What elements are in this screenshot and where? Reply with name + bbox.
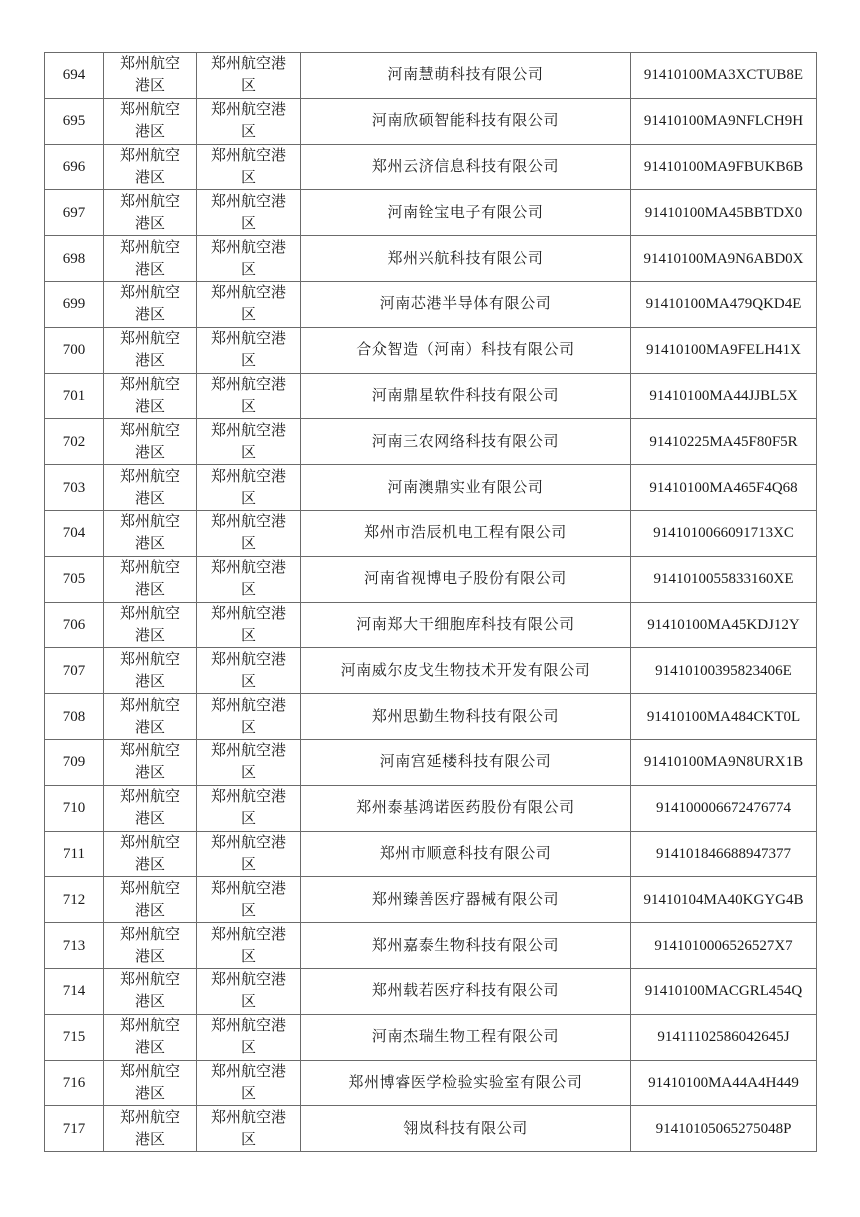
table-row xyxy=(45,144,817,190)
credit-code-cell xyxy=(631,739,817,785)
credit-code-cell xyxy=(631,327,817,373)
zone-cell xyxy=(104,190,197,236)
credit-code-cell xyxy=(631,923,817,969)
company-cell xyxy=(301,144,631,190)
credit-code-cell xyxy=(631,465,817,511)
zone-cell xyxy=(104,510,197,556)
company-cell xyxy=(301,419,631,465)
row-number: 711 xyxy=(63,845,85,862)
credit-code: 91410104MA40KGYG4B xyxy=(643,891,804,908)
district-cell xyxy=(197,510,301,556)
district-cell xyxy=(197,190,301,236)
zone-name: 郑州航空港区 xyxy=(119,743,180,782)
company-cell xyxy=(301,190,631,236)
table-row xyxy=(45,327,817,373)
credit-code: 91410100MA44A4H449 xyxy=(648,1074,799,1091)
row-number-cell xyxy=(45,602,104,648)
zone-cell xyxy=(104,144,197,190)
credit-code: 9141010006526527X7 xyxy=(654,937,793,954)
company-cell xyxy=(301,327,631,373)
district-cell xyxy=(197,785,301,831)
credit-code: 9141010066091713XC xyxy=(653,525,794,542)
row-number-cell xyxy=(45,831,104,877)
district-name: 郑州航空港区 xyxy=(210,789,286,828)
table-row xyxy=(45,968,817,1014)
company-cell xyxy=(301,53,631,99)
enterprise-table xyxy=(44,52,817,1152)
credit-code: 914100006672476774 xyxy=(656,800,791,817)
company-cell xyxy=(301,236,631,282)
district-name: 郑州航空港区 xyxy=(210,1018,286,1057)
table-row xyxy=(45,1106,817,1152)
district-cell xyxy=(197,1014,301,1060)
company-name: 郑州载若医疗科技有限公司 xyxy=(371,983,560,1000)
table-row xyxy=(45,236,817,282)
table-row xyxy=(45,831,817,877)
credit-code-cell xyxy=(631,648,817,694)
row-number-cell xyxy=(45,98,104,144)
company-name: 合众智造（河南）科技有限公司 xyxy=(356,342,575,359)
company-name: 郑州思勤生物科技有限公司 xyxy=(371,708,560,725)
row-number-cell xyxy=(45,1060,104,1106)
credit-code: 91410100MA9N6ABD0X xyxy=(643,250,804,267)
district-name: 郑州航空港区 xyxy=(210,834,286,873)
row-number-cell xyxy=(45,236,104,282)
district-name: 郑州航空港区 xyxy=(210,697,286,736)
company-name: 郑州市顺意科技有限公司 xyxy=(379,845,552,862)
table-row xyxy=(45,877,817,923)
credit-code-cell xyxy=(631,968,817,1014)
table-row xyxy=(45,694,817,740)
row-number: 702 xyxy=(62,433,86,450)
row-number: 701 xyxy=(62,387,86,404)
table-row xyxy=(45,602,817,648)
row-number-cell xyxy=(45,556,104,602)
table-row xyxy=(45,98,817,144)
zone-name: 郑州航空港区 xyxy=(119,1018,180,1057)
credit-code: 91410100MA9FELH41X xyxy=(645,342,801,359)
district-cell xyxy=(197,373,301,419)
company-name: 郑州兴航科技有限公司 xyxy=(387,250,544,267)
credit-code: 91410105065275048P xyxy=(655,1120,792,1137)
zone-cell xyxy=(104,281,197,327)
credit-code: 91411102586042645J xyxy=(657,1029,790,1046)
company-name: 河南澳鼎实业有限公司 xyxy=(387,479,544,496)
credit-code-cell xyxy=(631,236,817,282)
zone-cell xyxy=(104,327,197,373)
district-name: 郑州航空港区 xyxy=(210,102,286,141)
credit-code: 91410100MA9NFLCH9H xyxy=(643,113,804,130)
company-cell xyxy=(301,785,631,831)
row-number-cell xyxy=(45,419,104,465)
zone-name: 郑州航空港区 xyxy=(119,926,180,965)
zone-name: 郑州航空港区 xyxy=(119,193,180,232)
table-row xyxy=(45,739,817,785)
table-row xyxy=(45,556,817,602)
credit-code: 914101846688947377 xyxy=(656,845,791,862)
credit-code: 91410100MA44JJBL5X xyxy=(649,387,798,404)
district-name: 郑州航空港区 xyxy=(210,468,286,507)
row-number: 694 xyxy=(62,67,86,84)
district-cell xyxy=(197,465,301,511)
company-name: 河南杰瑞生物工程有限公司 xyxy=(371,1029,560,1046)
credit-code: 9141010055833160XE xyxy=(653,571,794,588)
district-name: 郑州航空港区 xyxy=(210,331,286,370)
zone-cell xyxy=(104,1014,197,1060)
row-number-cell xyxy=(45,281,104,327)
row-number: 697 xyxy=(62,204,86,221)
district-name: 郑州航空港区 xyxy=(210,651,286,690)
row-number-cell xyxy=(45,739,104,785)
zone-cell xyxy=(104,465,197,511)
credit-code-cell xyxy=(631,98,817,144)
credit-code: 91410100MA484CKT0L xyxy=(646,708,801,725)
district-name: 郑州航空港区 xyxy=(210,743,286,782)
district-cell xyxy=(197,281,301,327)
credit-code-cell xyxy=(631,281,817,327)
district-name: 郑州航空港区 xyxy=(210,239,286,278)
row-number: 703 xyxy=(62,479,86,496)
row-number-cell xyxy=(45,923,104,969)
district-cell xyxy=(197,98,301,144)
credit-code: 91410100MACGRL454Q xyxy=(644,983,803,1000)
zone-name: 郑州航空港区 xyxy=(119,376,180,415)
row-number: 709 xyxy=(62,754,86,771)
credit-code-cell xyxy=(631,1060,817,1106)
district-cell xyxy=(197,648,301,694)
company-cell xyxy=(301,556,631,602)
zone-cell xyxy=(104,785,197,831)
zone-cell xyxy=(104,419,197,465)
company-name: 河南宫延楼科技有限公司 xyxy=(379,754,552,771)
district-cell xyxy=(197,327,301,373)
row-number: 707 xyxy=(62,662,86,679)
company-cell xyxy=(301,373,631,419)
credit-code: 91410100MA3XCTUB8E xyxy=(643,67,804,84)
company-name: 郑州博睿医学检验实验室有限公司 xyxy=(348,1074,583,1091)
credit-code: 91410225MA45F80F5R xyxy=(649,433,798,450)
district-name: 郑州航空港区 xyxy=(210,560,286,599)
row-number-cell xyxy=(45,190,104,236)
row-number-cell xyxy=(45,465,104,511)
district-cell xyxy=(197,694,301,740)
row-number: 715 xyxy=(62,1029,86,1046)
credit-code-cell xyxy=(631,877,817,923)
row-number-cell xyxy=(45,877,104,923)
zone-name: 郑州航空港区 xyxy=(119,972,180,1011)
district-cell xyxy=(197,923,301,969)
company-cell xyxy=(301,465,631,511)
district-name: 郑州航空港区 xyxy=(210,972,286,1011)
zone-name: 郑州航空港区 xyxy=(119,560,180,599)
company-name: 河南三农网络科技有限公司 xyxy=(371,433,560,450)
row-number: 706 xyxy=(62,616,86,633)
row-number-cell xyxy=(45,53,104,99)
district-name: 郑州航空港区 xyxy=(210,1063,286,1102)
credit-code-cell xyxy=(631,694,817,740)
company-name: 河南欣硕智能科技有限公司 xyxy=(371,113,560,130)
company-cell xyxy=(301,510,631,556)
row-number-cell xyxy=(45,373,104,419)
enterprise-table-body xyxy=(45,53,817,1152)
company-cell xyxy=(301,1106,631,1152)
zone-cell xyxy=(104,53,197,99)
zone-name: 郑州航空港区 xyxy=(119,285,180,324)
credit-code-cell xyxy=(631,556,817,602)
table-row xyxy=(45,648,817,694)
zone-name: 郑州航空港区 xyxy=(119,147,180,186)
zone-name: 郑州航空港区 xyxy=(119,605,180,644)
table-row xyxy=(45,419,817,465)
district-name: 郑州航空港区 xyxy=(210,147,286,186)
row-number: 710 xyxy=(62,800,86,817)
district-cell xyxy=(197,877,301,923)
table-row xyxy=(45,190,817,236)
table-row xyxy=(45,1014,817,1060)
row-number-cell xyxy=(45,1014,104,1060)
district-name: 郑州航空港区 xyxy=(210,193,286,232)
company-name: 河南芯港半导体有限公司 xyxy=(379,296,552,313)
row-number: 700 xyxy=(62,342,86,359)
zone-cell xyxy=(104,98,197,144)
zone-cell xyxy=(104,877,197,923)
row-number: 717 xyxy=(62,1120,86,1137)
zone-name: 郑州航空港区 xyxy=(119,880,180,919)
company-name: 河南铨宝电子有限公司 xyxy=(387,204,544,221)
zone-cell xyxy=(104,923,197,969)
credit-code-cell xyxy=(631,144,817,190)
row-number-cell xyxy=(45,648,104,694)
zone-name: 郑州航空港区 xyxy=(119,1063,180,1102)
zone-name: 郑州航空港区 xyxy=(119,834,180,873)
table-row xyxy=(45,923,817,969)
row-number: 704 xyxy=(62,525,86,542)
zone-cell xyxy=(104,831,197,877)
row-number: 716 xyxy=(62,1074,86,1091)
row-number: 698 xyxy=(62,250,86,267)
company-cell xyxy=(301,98,631,144)
credit-code: 91410100MA479QKD4E xyxy=(645,296,802,313)
zone-name: 郑州航空港区 xyxy=(119,422,180,461)
credit-code-cell xyxy=(631,1014,817,1060)
zone-cell xyxy=(104,1060,197,1106)
company-name: 郑州泰基鸿诺医药股份有限公司 xyxy=(356,800,575,817)
company-cell xyxy=(301,739,631,785)
zone-cell xyxy=(104,236,197,282)
district-name: 郑州航空港区 xyxy=(210,56,286,95)
company-cell xyxy=(301,602,631,648)
district-cell xyxy=(197,739,301,785)
row-number-cell xyxy=(45,510,104,556)
credit-code-cell xyxy=(631,831,817,877)
company-name: 郑州市浩辰机电工程有限公司 xyxy=(364,525,567,542)
row-number: 695 xyxy=(62,113,86,130)
company-cell xyxy=(301,648,631,694)
zone-name: 郑州航空港区 xyxy=(119,1109,180,1148)
zone-name: 郑州航空港区 xyxy=(119,514,180,553)
district-name: 郑州航空港区 xyxy=(210,514,286,553)
credit-code: 91410100395823406E xyxy=(655,662,792,679)
table-row xyxy=(45,373,817,419)
district-cell xyxy=(197,968,301,1014)
zone-cell xyxy=(104,602,197,648)
credit-code-cell xyxy=(631,602,817,648)
zone-name: 郑州航空港区 xyxy=(119,56,180,95)
zone-name: 郑州航空港区 xyxy=(119,102,180,141)
zone-cell xyxy=(104,556,197,602)
credit-code: 91410100MA45KDJ12Y xyxy=(647,616,800,633)
company-name: 河南威尔皮戈生物技术开发有限公司 xyxy=(340,662,591,679)
district-name: 郑州航空港区 xyxy=(210,605,286,644)
credit-code: 91410100MA465F4Q68 xyxy=(649,479,798,496)
zone-name: 郑州航空港区 xyxy=(119,239,180,278)
zone-name: 郑州航空港区 xyxy=(119,697,180,736)
row-number-cell xyxy=(45,1106,104,1152)
credit-code: 91410100MA45BBTDX0 xyxy=(644,204,803,221)
zone-name: 郑州航空港区 xyxy=(119,651,180,690)
row-number: 714 xyxy=(62,983,86,1000)
table-row xyxy=(45,281,817,327)
table-row xyxy=(45,465,817,511)
district-name: 郑州航空港区 xyxy=(210,422,286,461)
row-number-cell xyxy=(45,968,104,1014)
credit-code-cell xyxy=(631,1106,817,1152)
company-cell xyxy=(301,281,631,327)
company-cell xyxy=(301,694,631,740)
zone-cell xyxy=(104,694,197,740)
district-name: 郑州航空港区 xyxy=(210,880,286,919)
zone-name: 郑州航空港区 xyxy=(119,789,180,828)
zone-cell xyxy=(104,373,197,419)
credit-code: 91410100MA9FBUKB6B xyxy=(643,158,804,175)
district-cell xyxy=(197,144,301,190)
row-number-cell xyxy=(45,144,104,190)
zone-cell xyxy=(104,1106,197,1152)
district-name: 郑州航空港区 xyxy=(210,285,286,324)
table-row xyxy=(45,510,817,556)
district-name: 郑州航空港区 xyxy=(210,1109,286,1148)
district-name: 郑州航空港区 xyxy=(210,926,286,965)
table-row xyxy=(45,785,817,831)
company-cell xyxy=(301,968,631,1014)
zone-name: 郑州航空港区 xyxy=(119,468,180,507)
company-name: 河南鼎星软件科技有限公司 xyxy=(371,387,560,404)
company-name: 郑州云济信息科技有限公司 xyxy=(371,158,560,175)
zone-cell xyxy=(104,739,197,785)
company-name: 河南慧萌科技有限公司 xyxy=(387,67,544,84)
company-cell xyxy=(301,1014,631,1060)
row-number: 699 xyxy=(62,296,86,313)
district-cell xyxy=(197,831,301,877)
table-row xyxy=(45,53,817,99)
company-name: 河南郑大干细胞库科技有限公司 xyxy=(356,616,575,633)
district-cell xyxy=(197,556,301,602)
row-number: 696 xyxy=(62,158,86,175)
district-cell xyxy=(197,236,301,282)
company-name: 河南省视博电子股份有限公司 xyxy=(364,571,567,588)
row-number: 713 xyxy=(62,937,86,954)
company-cell xyxy=(301,923,631,969)
zone-name: 郑州航空港区 xyxy=(119,331,180,370)
credit-code-cell xyxy=(631,419,817,465)
company-cell xyxy=(301,831,631,877)
zone-cell xyxy=(104,968,197,1014)
credit-code: 91410100MA9N8URX1B xyxy=(643,754,804,771)
credit-code-cell xyxy=(631,53,817,99)
row-number-cell xyxy=(45,785,104,831)
district-cell xyxy=(197,1060,301,1106)
company-cell xyxy=(301,877,631,923)
row-number-cell xyxy=(45,327,104,373)
credit-code-cell xyxy=(631,373,817,419)
table-row xyxy=(45,1060,817,1106)
company-name: 郑州臻善医疗器械有限公司 xyxy=(371,891,560,908)
district-cell xyxy=(197,53,301,99)
row-number: 708 xyxy=(62,708,86,725)
credit-code-cell xyxy=(631,785,817,831)
credit-code-cell xyxy=(631,190,817,236)
district-cell xyxy=(197,602,301,648)
district-cell xyxy=(197,419,301,465)
company-name: 翎岚科技有限公司 xyxy=(403,1120,528,1137)
row-number: 705 xyxy=(62,571,86,588)
row-number-cell xyxy=(45,694,104,740)
zone-cell xyxy=(104,648,197,694)
district-cell xyxy=(197,1106,301,1152)
company-name: 郑州嘉泰生物科技有限公司 xyxy=(371,937,560,954)
company-cell xyxy=(301,1060,631,1106)
row-number: 712 xyxy=(62,891,86,908)
district-name: 郑州航空港区 xyxy=(210,376,286,415)
credit-code-cell xyxy=(631,510,817,556)
